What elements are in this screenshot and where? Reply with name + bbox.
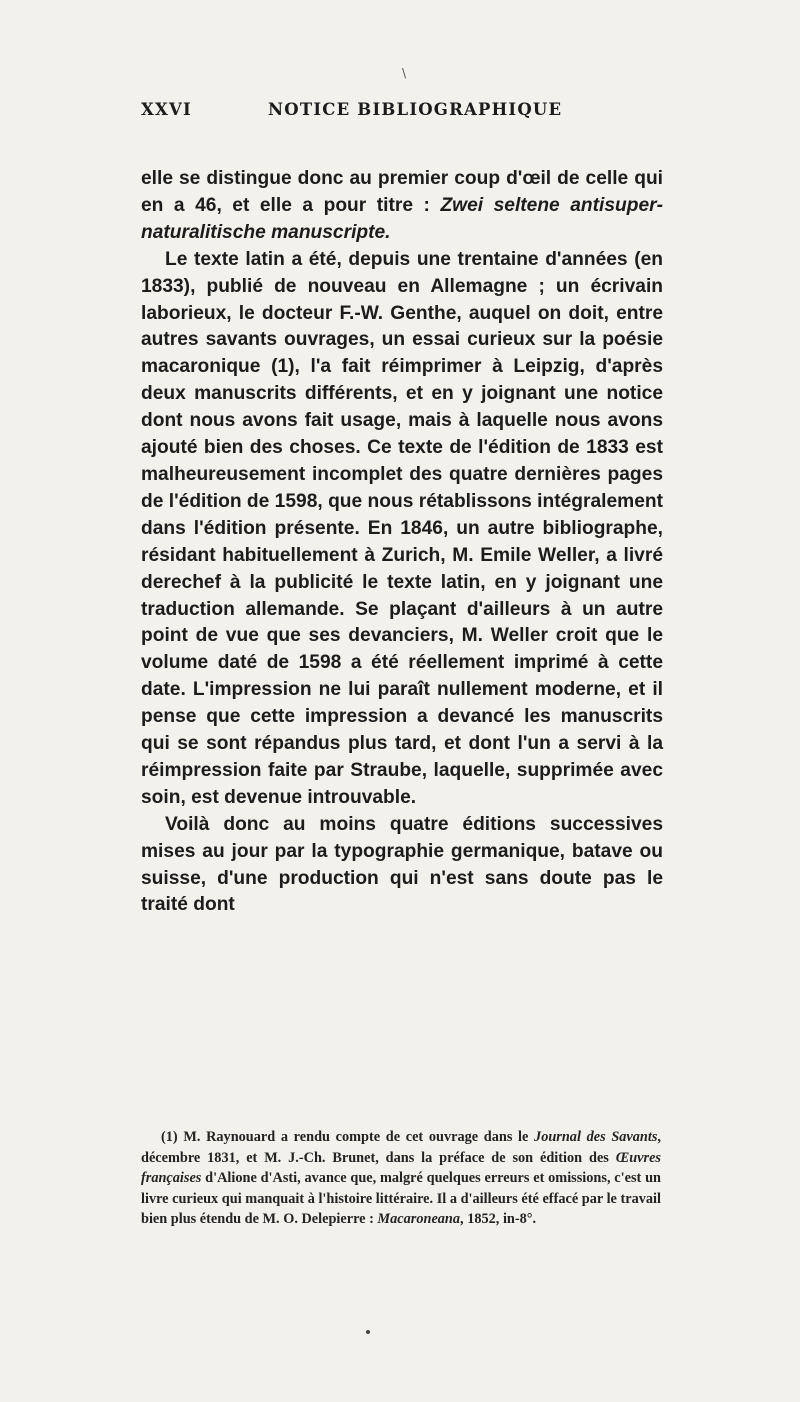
paragraph-2: Le texte latin a été, depuis une trentaine d'années (en 1833), publié de nouveau en Allemagne ; un écrivain laborieux, le docteur F.-W. Genthe, auquel on doit, entre autres savants ouvrages, un essai curieux sur la poésie macaronique (1), l'a fait réimprimer à Leipzig, d'après deux manuscrits différents, et en y joignant une notice dont nous avons fait usage, mais à laquelle nous avons ajouté bien des choses. Ce texte de l'édition de 1833 est malheureusement incomplet des quatre dernières pages de l'édition de 1598, que nous rétablissons intégralement dans l'édition présente. En 1846, un autre bibliographe, résidant habituellement à Zurich, M. Emile Weller, a livré derechef à la publicité le texte latin, en y joignant une traduction allemande. Se plaçant d'ailleurs à un autre point de vue que ses devanciers, M. Weller croit que le volume daté de 1598 a été réellement imprimé à cette date. L'impression ne lui paraît nullement moderne, et il pense que cette impression a devancé les manuscrits qui se sont répandus plus tard, et dont l'un a servi à la réimpression faite par Straube, laquelle, supprimée avec soin, est devenue introuvable. [141,248,663,808]
paragraph-1-text: elle se distingue donc au premier coup d'œil de celle qui en a 46, et elle a pour titre : [141,168,663,216]
footnote-text-2: , décembre 1831, et M. J.-Ch. Brunet, dans la préface de son édition des [141,1129,661,1166]
footnote-journal-title: Journal des Savants [534,1129,658,1145]
footnote-oeuvres-title: Œuvres françaises [141,1149,661,1186]
page-number: XXVI [141,100,192,119]
main-text [141,166,663,919]
footnote-text-3: d'Alione d'Asti, avance que, malgré quelques erreurs et omissions, c'est un livre curieux qui manquait à l'histoire littéraire. Il a d'ailleurs été effacé par le travail bien plus étendu de M. O. Delepierre : [141,1170,661,1227]
paragraph-3: Voilà donc au moins quatre éditions successives mises au jour par la typographie germanique, batave ou suisse, d'une production qui n'est sans doute pas le traité dont [141,813,663,916]
footnote-text-1: (1) M. Raynouard a rendu compte de cet ouvrage dans le [161,1129,535,1145]
stray-ink-mark: \ [402,66,407,80]
footnote [141,1127,661,1230]
ink-speck [366,1330,370,1334]
manuscript-title: Zwei seltene antisuper-naturalitische manuscripte. [141,194,664,243]
paragraph-1 [141,166,663,247]
footnote-text-4: , 1852, in-8°. [460,1211,537,1227]
footnote-macaroneana-title: Macaroneana [377,1211,461,1227]
running-title: NOTICE BIBLIOGRAPHIQUE [268,100,563,119]
